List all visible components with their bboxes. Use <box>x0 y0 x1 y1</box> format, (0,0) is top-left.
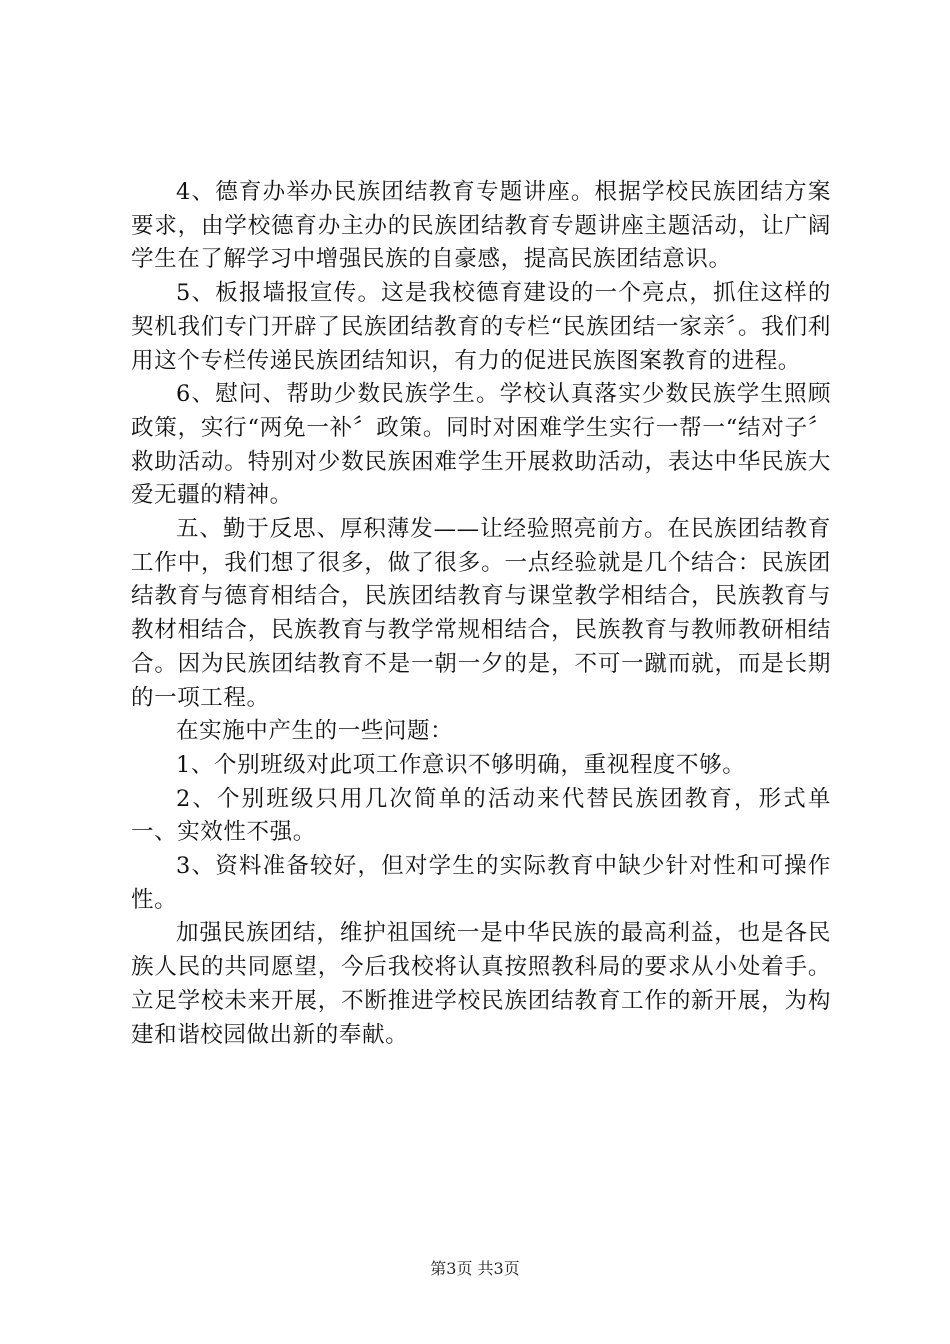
document-body <box>131 176 831 1052</box>
paragraph-lecture: 4、德育办举办民族团结教育专题讲座。根据学校民族团结方案要求，由学校德育办主办的民族团结教育专题讲座主题活动，让广阔学生在了解学习中增强民族的自豪感，提高民族团结意识。 <box>131 179 831 273</box>
paragraph-problem-3: 3、资料准备较好，但对学生的实际教育中缺少针对性和可操作性。 <box>131 853 831 913</box>
paragraph-conclusion: 加强民族团结，维护祖国统一是中华民族的最高利益，也是各民族人民的共同愿望，今后我校将认真按照教科局的要求从小处着手。立足学校未来开展，不断推进学校民族团结教育工作的新开展，为构建和谐校园做出新的奉献。 <box>131 920 831 1048</box>
page-number-footer: 第3页 共3页 <box>430 1259 520 1278</box>
paragraph-problem-2: 2、个别班级只用几次简单的活动来代替民族团教育，形式单一、实效性不强。 <box>131 785 831 846</box>
paragraph-reflection: 五、勤于反思、厚积薄发——让经验照亮前方。在民族团结教育工作中，我们想了很多，做了很多。一点经验就是几个结合：民族团结教育与德育相结合，民族团结教育与课堂教学相结合，民族教育与教材相结合，民族教育与教学常规相结合，民族教育与教师教研相结合。因为民族团结教育不是一朝一夕的是，不可一蹴而就，而是长期的一项工程。 <box>131 516 831 711</box>
paragraph-problem-1: 1、个别班级对此项工作意识不够明确，重视程度不够。 <box>176 751 746 778</box>
paragraph-problems-heading: 在实施中产生的一些问题： <box>176 718 454 745</box>
paragraph-assistance: 6、慰问、帮助少数民族学生。学校认真落实少数民族学生照顾政策，实行“两免一补〞政策。同时对困难学生实行一帮一“结对子〞救助活动。特别对少数民族困难学生开展救助活动，表达中华民族大爱无疆的精神。 <box>131 381 831 509</box>
paragraph-blackboard: 5、板报墙报宣传。这是我校德育建设的一个亮点，抓住这样的契机我们专门开辟了民族团结教育的专栏“民族团结一家亲〞。我们利用这个专栏传递民族团结知识，有力的促进民族图案教育的进程。 <box>131 280 831 374</box>
